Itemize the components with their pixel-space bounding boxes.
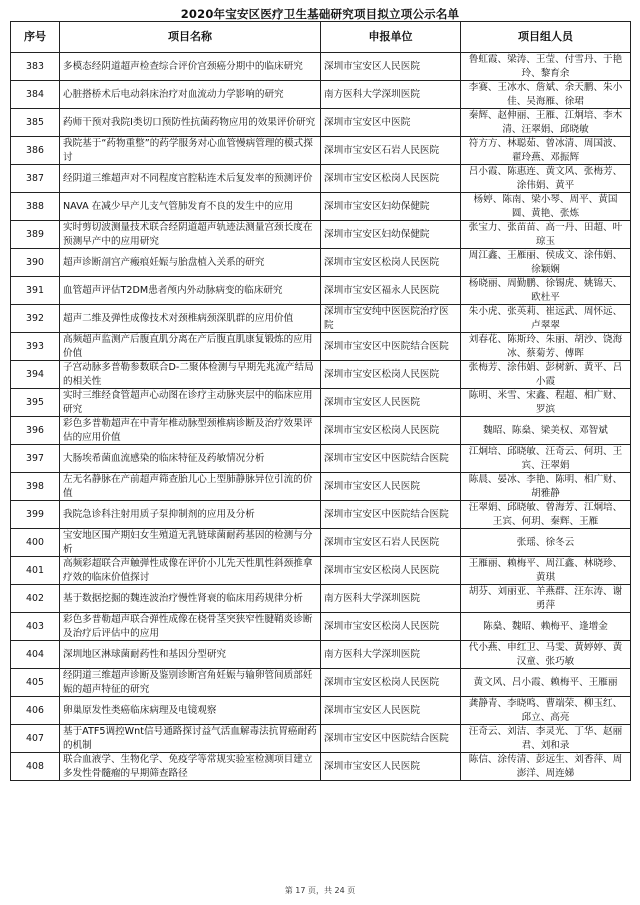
cell-project-name: 血管超声评估T2DM患者颅内外动脉病变的临床研究 bbox=[60, 277, 321, 305]
table-row bbox=[11, 557, 631, 585]
cell-no: 392 bbox=[11, 305, 60, 333]
cell-unit: 深圳市宝安区松岗人民医院 bbox=[321, 165, 461, 193]
table-row bbox=[11, 361, 631, 389]
cell-unit: 深圳市宝安区松岗人民医院 bbox=[321, 249, 461, 277]
cell-no: 404 bbox=[11, 641, 60, 669]
table-row bbox=[11, 389, 631, 417]
cell-project-name: 卵巢原发性类癌临床病理及电镜观察 bbox=[60, 697, 321, 725]
cell-project-name: 药师干预对我院I类切口预防性抗菌药物应用的效果评价研究 bbox=[60, 109, 321, 137]
cell-no: 386 bbox=[11, 137, 60, 165]
cell-project-name: 经阴道三维超声对不同程度宫腔粘连术后复发率的预测评价 bbox=[60, 165, 321, 193]
cell-no: 384 bbox=[11, 81, 60, 109]
cell-unit: 深圳市宝安区松岗人民医院 bbox=[321, 557, 461, 585]
page-footer: 第 17 页，共 24 页 bbox=[284, 886, 356, 895]
cell-no: 391 bbox=[11, 277, 60, 305]
cell-unit: 深圳市宝安区松岗人民医院 bbox=[321, 417, 461, 445]
cell-project-name: 高频彩超联合声触弹性成像在评价小儿先天性肌性斜颈推拿疗效的临床价值探讨 bbox=[60, 557, 321, 585]
table-row bbox=[11, 613, 631, 641]
cell-no: 385 bbox=[11, 109, 60, 137]
cell-project-name: 实时剪切波测量技术联合经阴道超声轨迹法测量宫颈长度在预测早产中的应用研究 bbox=[60, 221, 321, 249]
header-members: 项目组人员 bbox=[461, 22, 631, 53]
table-row bbox=[11, 109, 631, 137]
cell-no: 389 bbox=[11, 221, 60, 249]
cell-project-name: 超声二维及弹性成像技术对颈椎病颈深肌群的应用价值 bbox=[60, 305, 321, 333]
cell-project-name: 我院急诊科注射用质子泵抑制剂的应用及分析 bbox=[60, 501, 321, 529]
table-row bbox=[11, 445, 631, 473]
cell-no: 401 bbox=[11, 557, 60, 585]
cell-no: 403 bbox=[11, 613, 60, 641]
cell-no: 408 bbox=[11, 753, 60, 781]
cell-unit: 深圳市宝安区福永人民医院 bbox=[321, 277, 461, 305]
cell-project-name: 大肠埃希菌血流感染的临床特征及药敏情况分析 bbox=[60, 445, 321, 473]
project-table bbox=[10, 21, 631, 781]
cell-unit: 深圳市宝安区中医院 bbox=[321, 109, 461, 137]
cell-unit: 深圳市宝安区中医院结合医院 bbox=[321, 445, 461, 473]
cell-project-name: 联合血液学、生物化学、免疫学等常规实验室检测项目建立多发性骨髓瘤的早期筛查路径 bbox=[60, 753, 321, 781]
cell-project-name: 深圳地区淋球菌耐药性和基因分型研究 bbox=[60, 641, 321, 669]
cell-project-name: 高频超声监测产后腹直肌分离在产后腹直肌康复锻炼的应用价值 bbox=[60, 333, 321, 361]
table-row bbox=[11, 137, 631, 165]
cell-members: 陈信、涂传清、彭远生、刘香萍、周澎洋、周连娣 bbox=[461, 753, 631, 781]
table-row bbox=[11, 277, 631, 305]
cell-no: 383 bbox=[11, 53, 60, 81]
cell-no: 405 bbox=[11, 669, 60, 697]
table-row bbox=[11, 725, 631, 753]
cell-unit: 深圳市宝安区石岩人民医院 bbox=[321, 529, 461, 557]
cell-project-name: 子宫动脉多普勒参数联合D-二聚体检测与早期先兆流产结局的相关性 bbox=[60, 361, 321, 389]
cell-no: 407 bbox=[11, 725, 60, 753]
cell-unit: 深圳市宝安区人民医院 bbox=[321, 53, 461, 81]
cell-no: 387 bbox=[11, 165, 60, 193]
cell-unit: 深圳市宝安区妇幼保健院 bbox=[321, 221, 461, 249]
cell-members: 张宝力、张苗苗、高一丹、田超、叶琼玉 bbox=[461, 221, 631, 249]
table-row bbox=[11, 473, 631, 501]
cell-no: 394 bbox=[11, 361, 60, 389]
table-header-row bbox=[11, 22, 631, 53]
cell-members: 刘春花、陈斯玲、朱丽、胡沙、饶海冰、蔡菊芳、傅晖 bbox=[461, 333, 631, 361]
table-row bbox=[11, 641, 631, 669]
table-row bbox=[11, 529, 631, 557]
table-row bbox=[11, 753, 631, 781]
table-row bbox=[11, 697, 631, 725]
cell-members: 黄文风、吕小霞、赖梅平、王雁丽 bbox=[461, 669, 631, 697]
cell-project-name: 经阴道三维超声诊断及鉴别诊断宫角妊娠与输卵管间质部妊娠的超声特征的研究 bbox=[60, 669, 321, 697]
cell-members: 周江鑫、王雁丽、侯成文、涂伟娟、徐颖娴 bbox=[461, 249, 631, 277]
cell-project-name: 左无名静脉在产前超声筛查胎儿心上型肺静脉异位引流的价值 bbox=[60, 473, 321, 501]
cell-project-name: 彩色多普勒超声联合弹性成像在桡骨茎突狭窄性腱鞘炎诊断及治疗后评估中的应用 bbox=[60, 613, 321, 641]
cell-unit: 深圳市宝安区中医院结合医院 bbox=[321, 501, 461, 529]
cell-members: 张梅芳、涂伟娟、彭树新、黄平、吕小霞 bbox=[461, 361, 631, 389]
cell-members: 陈燊、魏昭、赖梅平、逢增金 bbox=[461, 613, 631, 641]
cell-members: 陈晨、晏冰、李艳、陈明、相广财、胡雅静 bbox=[461, 473, 631, 501]
table-body bbox=[11, 53, 631, 781]
cell-project-name: 心脏搭桥术后电动斜床治疗对血流动力学影响的研究 bbox=[60, 81, 321, 109]
table-row bbox=[11, 501, 631, 529]
cell-unit: 深圳市宝安区人民医院 bbox=[321, 473, 461, 501]
cell-no: 397 bbox=[11, 445, 60, 473]
cell-unit: 深圳市宝安区松岗人民医院 bbox=[321, 613, 461, 641]
cell-project-name: 彩色多普勒超声在中青年椎动脉型颈椎病诊断及治疗效果评估的应用价值 bbox=[60, 417, 321, 445]
table-row bbox=[11, 221, 631, 249]
cell-no: 396 bbox=[11, 417, 60, 445]
cell-project-name: 多模态经阴道超声检查综合评价宫颈癌分期中的临床研究 bbox=[60, 53, 321, 81]
cell-unit: 深圳市宝安区人民医院 bbox=[321, 697, 461, 725]
cell-unit: 深圳市宝安区妇幼保健院 bbox=[321, 193, 461, 221]
cell-members: 张瑶、徐冬云 bbox=[461, 529, 631, 557]
cell-unit: 深圳市宝安区人民医院 bbox=[321, 753, 461, 781]
cell-no: 393 bbox=[11, 333, 60, 361]
cell-members: 江炯培、邱晓敏、汪奇云、何玥、王宾、汪翠娟 bbox=[461, 445, 631, 473]
cell-members: 魏昭、陈燊、梁美权、邓智斌 bbox=[461, 417, 631, 445]
cell-members: 胡芬、刘丽亚、羊燕群、汪东涛、谢勇萍 bbox=[461, 585, 631, 613]
table-row bbox=[11, 81, 631, 109]
table-row bbox=[11, 165, 631, 193]
cell-project-name: 宝安地区围产期妇女生殖道无乳链球菌耐药基因的检测与分析 bbox=[60, 529, 321, 557]
table-row bbox=[11, 305, 631, 333]
cell-unit: 南方医科大学深圳医院 bbox=[321, 641, 461, 669]
cell-no: 399 bbox=[11, 501, 60, 529]
cell-project-name: 基于数据挖掘的魏连波治疗慢性肾衰的临床用药规律分析 bbox=[60, 585, 321, 613]
cell-no: 400 bbox=[11, 529, 60, 557]
table-row bbox=[11, 193, 631, 221]
cell-members: 符方方、林聪茹、曾冰清、周国波、翟玲燕、邓振辉 bbox=[461, 137, 631, 165]
cell-unit: 深圳市宝安纯中医医院治疗医院 bbox=[321, 305, 461, 333]
cell-project-name: NAVA 在减少早产儿支气管肺发育不良的发生中的应用 bbox=[60, 193, 321, 221]
cell-no: 398 bbox=[11, 473, 60, 501]
cell-project-name: 我院基于“药物重整”的药学服务对心血管慢病管理的模式探讨 bbox=[60, 137, 321, 165]
cell-members: 杨婷、陈南、梁小琴、周平、黄国圆、黄艳、张炼 bbox=[461, 193, 631, 221]
table-row bbox=[11, 53, 631, 81]
table-row bbox=[11, 669, 631, 697]
table-row bbox=[11, 585, 631, 613]
table-row bbox=[11, 333, 631, 361]
cell-no: 406 bbox=[11, 697, 60, 725]
header-no: 序号 bbox=[11, 22, 60, 53]
cell-members: 鲁虹霞、梁涛、王莹、付雪丹、于艳玲、黎育余 bbox=[461, 53, 631, 81]
table-row bbox=[11, 249, 631, 277]
cell-no: 402 bbox=[11, 585, 60, 613]
cell-project-name: 超声诊断剖宫产瘢痕妊娠与胎盘植入关系的研究 bbox=[60, 249, 321, 277]
cell-unit: 深圳市宝安区中医院结合医院 bbox=[321, 725, 461, 753]
document-title: 2020年宝安区医疗卫生基础研究项目拟立项公示名单 bbox=[180, 7, 460, 21]
cell-unit: 深圳市宝安区石岩人民医院 bbox=[321, 137, 461, 165]
header-unit: 申报单位 bbox=[321, 22, 461, 53]
cell-members: 汪奇云、刘洁、李灵光、丁华、赵丽君、刘和录 bbox=[461, 725, 631, 753]
cell-members: 龚静青、李晓鸣、曹端荣、柳玉红、邱立、高亮 bbox=[461, 697, 631, 725]
cell-unit: 深圳市宝安区中医院结合医院 bbox=[321, 333, 461, 361]
cell-members: 王雁丽、赖梅平、周江鑫、林晓珍、黄琪 bbox=[461, 557, 631, 585]
cell-members: 朱小虎、张英莉、崔远武、周怀远、卢翠翠 bbox=[461, 305, 631, 333]
cell-no: 388 bbox=[11, 193, 60, 221]
cell-project-name: 实时三维经食管超声心动图在诊疗主动脉夹层中的临床应用研究 bbox=[60, 389, 321, 417]
cell-no: 395 bbox=[11, 389, 60, 417]
cell-no: 390 bbox=[11, 249, 60, 277]
cell-unit: 深圳市宝安区松岗人民医院 bbox=[321, 669, 461, 697]
header-project-name: 项目名称 bbox=[60, 22, 321, 53]
cell-unit: 南方医科大学深圳医院 bbox=[321, 81, 461, 109]
cell-members: 吕小霞、陈惠连、黄文风、张梅芳、涂伟娟、黄平 bbox=[461, 165, 631, 193]
cell-members: 李赛、王冰水、詹斌、余天鹏、朱小佳、吴海雁、徐珺 bbox=[461, 81, 631, 109]
cell-members: 秦辉、赵伸丽、王雁、江炯培、李木清、汪翠娟、邱晓敏 bbox=[461, 109, 631, 137]
table-row bbox=[11, 417, 631, 445]
cell-members: 汪翠娟、邱晓敏、曾海芳、江炯培、王宾、何玥、秦辉、王雁 bbox=[461, 501, 631, 529]
cell-unit: 南方医科大学深圳医院 bbox=[321, 585, 461, 613]
cell-project-name: 基于ATF5调控Wnt信号通路探讨益气活血解毒法抗胃癌耐药的机制 bbox=[60, 725, 321, 753]
cell-members: 杨晓丽、周勤鹏、徐锡虎、姚锦天、欧杜平 bbox=[461, 277, 631, 305]
cell-members: 代小燕、申红卫、马雯、黄婷婷、黄汉童、张巧敏 bbox=[461, 641, 631, 669]
cell-unit: 深圳市宝安区人民医院 bbox=[321, 389, 461, 417]
cell-members: 陈明、米雪、宋鑫、程超、相广财、罗滨 bbox=[461, 389, 631, 417]
cell-unit: 深圳市宝安区松岗人民医院 bbox=[321, 361, 461, 389]
